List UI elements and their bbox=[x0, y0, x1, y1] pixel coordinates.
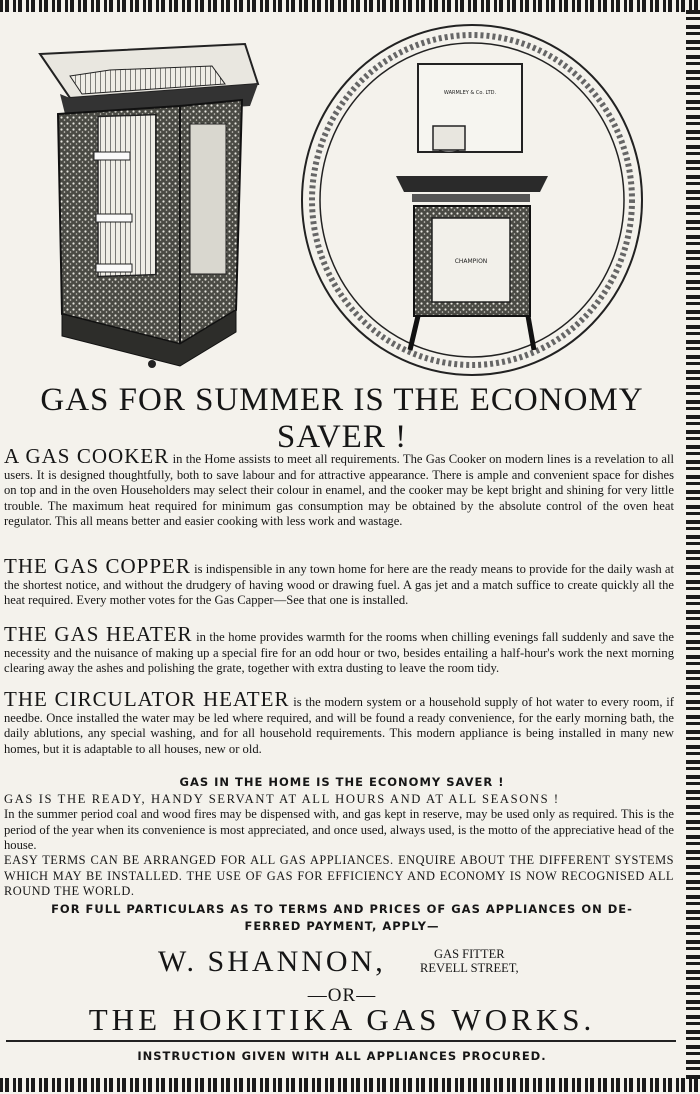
footer-note: INSTRUCTION GIVEN WITH ALL APPLIANCES PROCURED. bbox=[137, 1049, 547, 1063]
gas-copper-text: is indispensible in any town home for here are the ready means to provide for the daily wash at the shortest notice, and without the drudgery of having wood or drawing fuel. A gas jet and a match suffice to create quickly all the heat required. Every mother votes for the Gas Capper—See that one is installed. bbox=[4, 562, 674, 607]
headline-continued: SAVER ! bbox=[276, 419, 408, 455]
economy-heading: GAS IN THE HOME IS THE ECONOMY SAVER ! bbox=[179, 775, 505, 789]
fitter-address: REVELL STREET, bbox=[420, 961, 519, 975]
border-right bbox=[686, 10, 700, 1080]
footer-rule bbox=[6, 1040, 676, 1042]
particulars-line-1: FOR FULL PARTICULARS AS TO TERMS AND PRICES OF GAS APPLIANCES ON DE- bbox=[51, 902, 633, 916]
contact-block bbox=[0, 945, 684, 981]
gas-heater-lead: THE GAS HEATER bbox=[4, 622, 193, 646]
circulator-heater-paragraph bbox=[4, 687, 674, 757]
gas-works-name: THE HOKITIKA GAS WORKS. bbox=[88, 1002, 596, 1037]
gas-heater-paragraph bbox=[4, 622, 675, 677]
gas-copper-medallion bbox=[302, 25, 642, 375]
particulars-line-2: FERRED PAYMENT, APPLY— bbox=[244, 919, 440, 933]
circulator-heater-text: is the modern system or a household supply of hot water to every room, if needbe. Once installed the water may be led where required, and will be found a ready convenience, for the early morning bath, the daily ablutions, any special washing, and for all household requirements. This modern appliance is being installed in many new homes, but it is adaptable to all houses, new or old. bbox=[4, 695, 674, 756]
gas-copper-paragraph bbox=[4, 554, 674, 609]
gas-heater-text: in the home provides warmth for the rooms when chilling evenings fall suddenly and save the necessity and the nuisance of making up a special fire for an odd hour or two, besides entailing a half-hour's work the next morning clearing away the ashes and polishing the grate, together with extra dusting to leave the room tidy. bbox=[4, 630, 675, 675]
fitter-name: W. SHANNON, bbox=[158, 945, 386, 978]
ready-servant-line: GAS IS THE READY, HANDY SERVANT AT ALL HOURS AND AT ALL SEASONS ! bbox=[4, 792, 560, 806]
circulator-heater-lead: THE CIRCULATOR HEATER bbox=[4, 687, 290, 711]
gas-cooker-lead: A GAS COOKER bbox=[4, 444, 170, 468]
border-top bbox=[0, 0, 700, 12]
border-bottom bbox=[0, 1078, 700, 1092]
gas-cooker-illustration bbox=[40, 44, 258, 368]
fitter-details bbox=[420, 947, 519, 975]
or-divider: —OR— bbox=[307, 985, 377, 1006]
gas-cooker-text: in the Home assists to meet all requirements. The Gas Cooker on modern lines is a revelation to all users. It is designed thoughtfully, both to save labour and for attractive appearance. There is ample and convenient space for dishes on top and in the oven Householders may select their colour in enamel, and the cooker may be kept bright and shining for very little trouble. The maximum heat required for minimum gas consumption may be obtained by the absolute control of the oven heat regulator. This all means better and easier cooking with less work and wastage. bbox=[4, 452, 675, 528]
gas-cooker-paragraph bbox=[4, 444, 675, 530]
summer-paragraph: In the summer period coal and wood fires may be dispensed with, and gas kept in reserve, may be used only as required. This is the period of the year when its convenience is most appreciated, and once used, always used, is the motto of the appreciative head of the house. bbox=[4, 807, 674, 852]
gas-copper-lead: THE GAS COPPER bbox=[4, 554, 191, 578]
copper-maker-label: WARMLEY & Co. LTD. bbox=[443, 90, 497, 96]
illustrations bbox=[0, 14, 684, 380]
easy-terms-paragraph: EASY TERMS CAN BE ARRANGED FOR ALL GAS APPLIANCES. ENQUIRE ABOUT THE DIFFERENT SYSTEMS WHICH MAY BE INSTALLED. THE USE OF GAS FOR EFFICIENCY AND ECONOMY IS NOW RECOGNISED ALL ROUND THE WORLD. bbox=[4, 853, 674, 898]
headline: GAS FOR SUMMER IS THE ECONOMY bbox=[40, 382, 644, 418]
fitter-role: GAS FITTER bbox=[434, 947, 505, 961]
cooker-brand-label: CHAMPION bbox=[454, 258, 488, 265]
